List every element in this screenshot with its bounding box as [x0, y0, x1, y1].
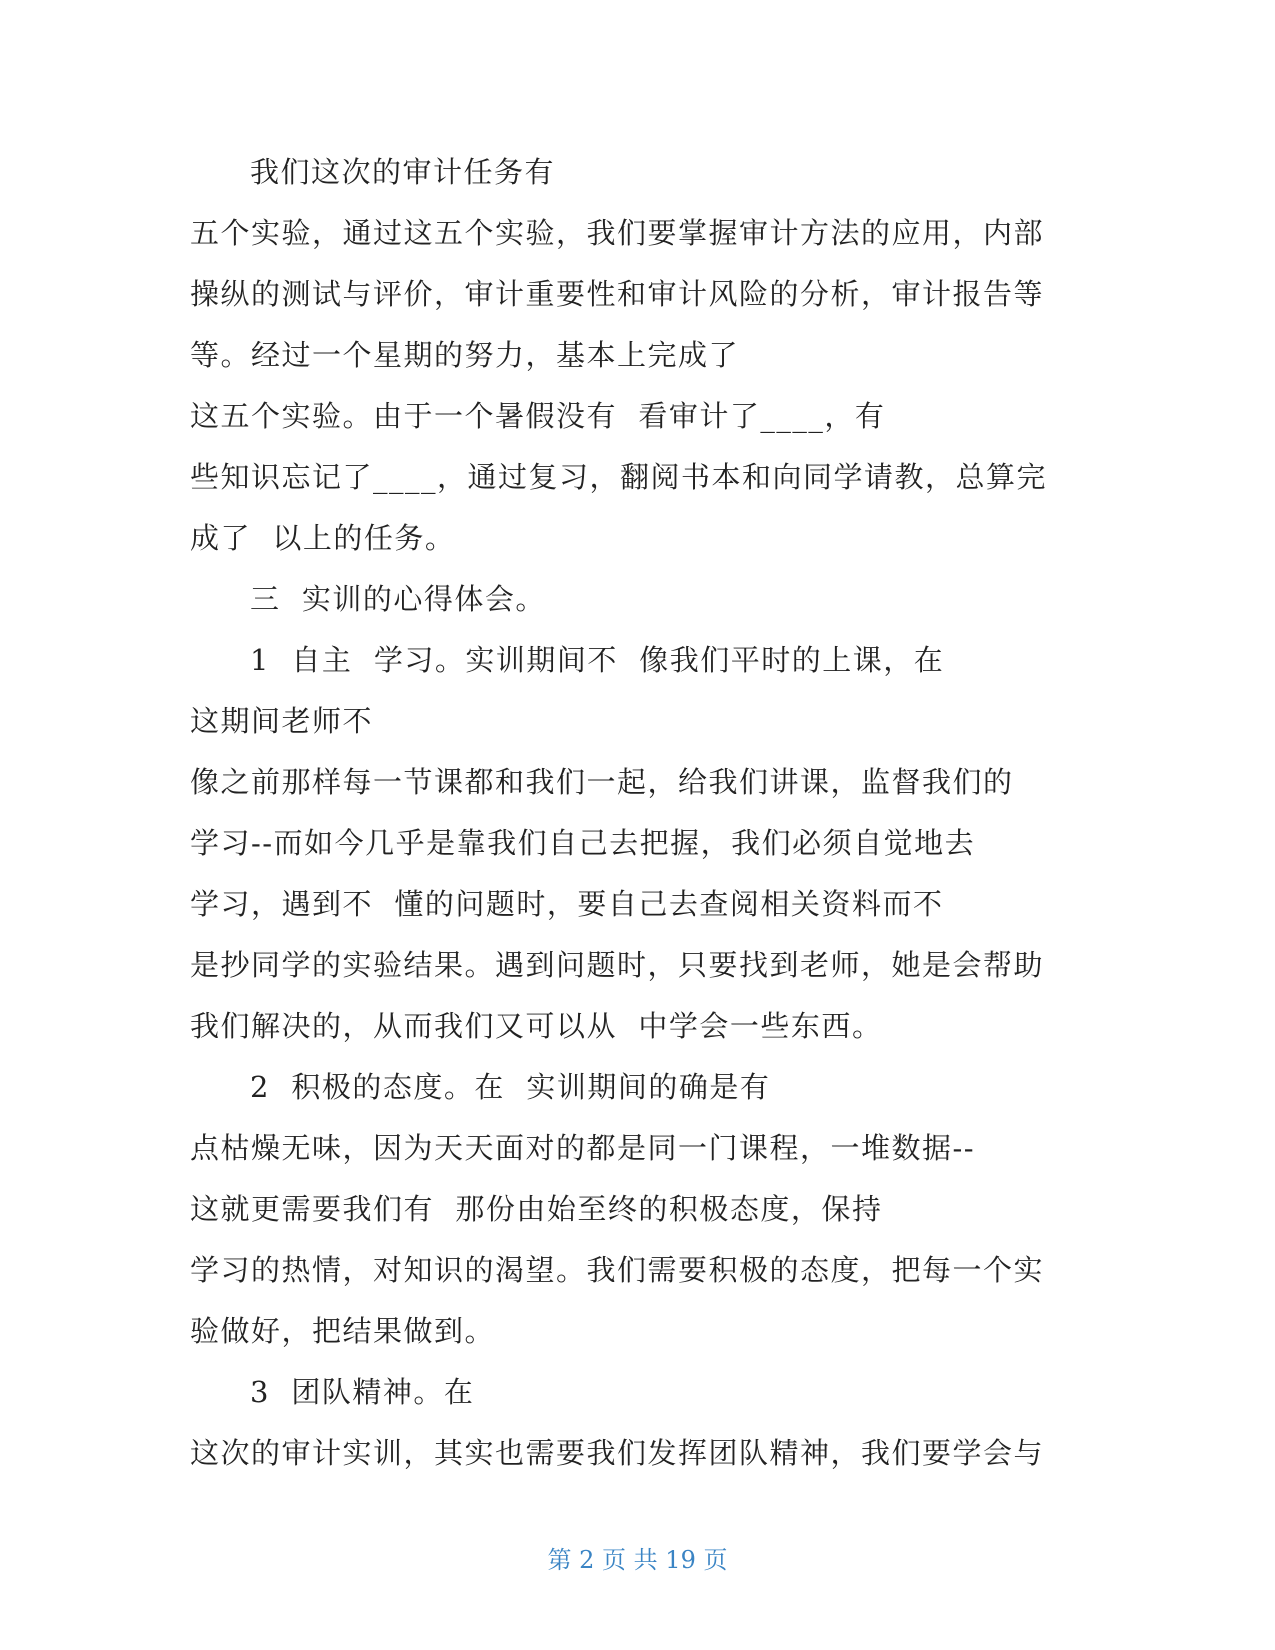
paragraph-line: 我们这次的审计任务有 — [250, 155, 556, 189]
paragraph-line: 验做好，把结果做到。 — [190, 1314, 496, 1348]
paragraph-line: 学习--而如今几乎是靠我们自己去把握，我们必须自觉地去 — [190, 826, 976, 860]
paragraph-line: 等。经过一个星期的努力，基本上完成了 — [190, 338, 740, 372]
paragraph-line: 这就更需要我们有 那份由始至终的积极态度，保持 — [190, 1192, 883, 1226]
paragraph-line: 是抄同学的实验结果。遇到问题时，只要找到老师，她是会帮助 — [190, 948, 1045, 982]
paragraph-line: 1 自主 学习。实训期间不 像我们平时的上课，在 — [250, 643, 945, 677]
paragraph-line: 点枯燥无味，因为天天面对的都是同一门课程，一堆数据-- — [190, 1131, 976, 1165]
paragraph-line: 这期间老师不 — [190, 704, 374, 738]
paragraph-line: 操纵的测试与评价，审计重要性和审计风险的分析，审计报告等 — [190, 277, 1045, 311]
paragraph-line: 学习的热情，对知识的渴望。我们需要积极的态度，把每一个实 — [190, 1253, 1045, 1287]
paragraph-line: 成了 以上的任务。 — [190, 521, 456, 555]
paragraph-line: 学习，遇到不 懂的问题时，要自己去查阅相关资料而不 — [190, 887, 944, 921]
page-footer: 第 2 页 共 19 页 — [547, 1546, 728, 1574]
paragraph-line: 三 实训的心得体会。 — [250, 582, 546, 616]
paragraph-line: 我们解决的，从而我们又可以从 中学会一些东西。 — [190, 1009, 883, 1043]
paragraph-line: 五个实验，通过这五个实验，我们要掌握审计方法的应用，内部 — [190, 216, 1045, 250]
paragraph-line: 像之前那样每一节课都和我们一起，给我们讲课，监督我们的 — [190, 765, 1014, 799]
paragraph-line: 这五个实验。由于一个暑假没有 看审计了____，有 — [190, 399, 886, 433]
paragraph-line: 些知识忘记了____，通过复习，翻阅书本和向同学请教，总算完 — [190, 460, 1048, 494]
paragraph-line: 3 团队精神。在 — [250, 1375, 475, 1409]
paragraph-line: 这次的审计实训，其实也需要我们发挥团队精神，我们要学会与 — [190, 1436, 1045, 1470]
paragraph-line: 2 积极的态度。在 实训期间的确是有 — [250, 1070, 771, 1104]
document-body — [190, 142, 1090, 1484]
